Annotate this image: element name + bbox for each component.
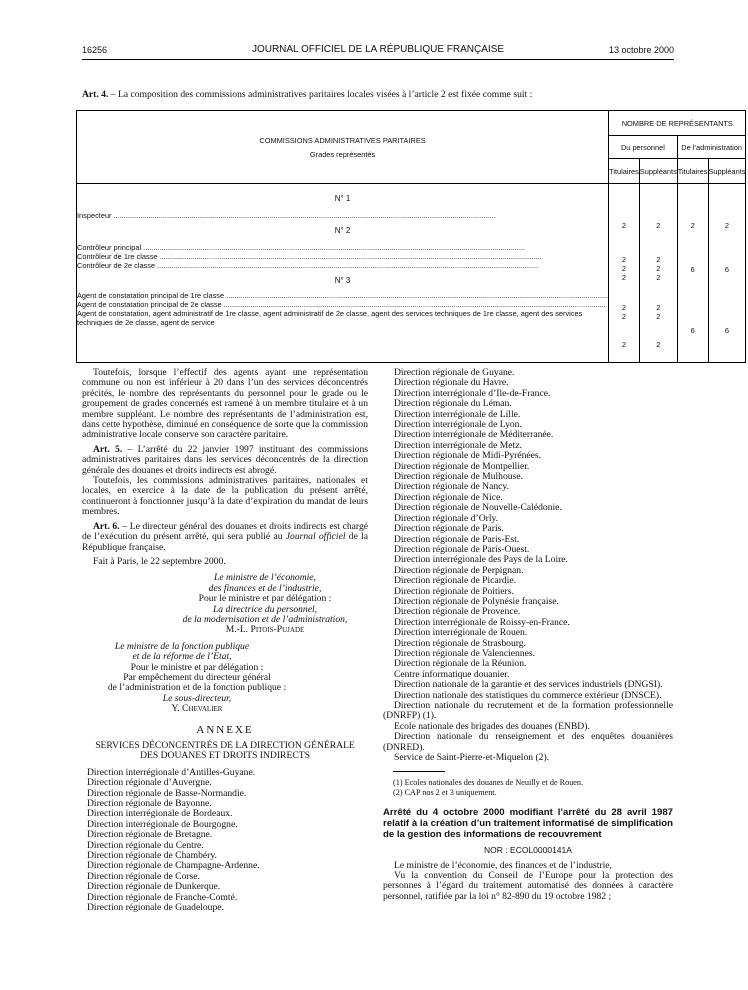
list-item: Direction régionale de Perpignan. bbox=[394, 564, 524, 576]
suppleants-header: Suppléants bbox=[639, 159, 677, 184]
list-item: Direction régionale de Provence. bbox=[394, 606, 521, 618]
footnote: (1) Ecoles nationales des douanes de Neuilly et de Rouen. bbox=[393, 778, 584, 788]
list-item: Service de Saint-Pierre-et-Miquelon (2). bbox=[394, 752, 550, 764]
list-item: Direction régionale de Basse-Normandie. bbox=[87, 787, 247, 799]
list-item: Direction interrégionale de Roissy-en-France. bbox=[394, 616, 570, 628]
grades-cell bbox=[77, 184, 609, 363]
paragraph: Toutefois, lorsque l’effectif des agents ayant une représentation commune ou non est inférieur à 20 dans l’un des services déconcentrés précités, le nombre des représentants du personnel pour le grade ou le groupement de grades concernés est ramené à un membre titulaire et à un membre suppléant. Le nombre des représentants de l’administration est, dans cette hypothèse, diminué en conséquence de sorte que la commission administrative locale conserve son caractère paritaire. bbox=[82, 367, 368, 441]
list-item: Direction nationale des statistiques du commerce extérieur (DNSCE). bbox=[394, 689, 662, 701]
signature-line: et de la réforme de l’Etat, bbox=[132, 651, 232, 663]
value-cell: 2 bbox=[621, 264, 626, 273]
list-item: Direction régionale de Midi-Pyrénées. bbox=[394, 450, 542, 462]
group-label: N° 1 bbox=[334, 194, 351, 203]
value-cell: 6 bbox=[690, 265, 695, 274]
article-6-text-end: de la République française. bbox=[82, 531, 369, 553]
list-item: Direction interrégionale de Méditerranée. bbox=[394, 429, 554, 441]
signatory-name: Y. Chevalier bbox=[171, 703, 223, 715]
list-item: Direction interrégionale de Bordeaux. bbox=[87, 808, 233, 820]
list-item: Direction régionale de Poitiers. bbox=[394, 585, 514, 597]
paragraph: Vu la convention du Conseil de l’Europe pour la protection des personnes à l’égard du traitement automatisé des données à caractère personnel, ratifiée par la loi n° 82-890 du 19 octobre 1982 ; bbox=[383, 870, 673, 902]
value-cell: 6 bbox=[724, 265, 730, 274]
right-column bbox=[383, 368, 673, 902]
admin-suppleants-col bbox=[708, 184, 746, 363]
titulaires-admin-header: Titulaires bbox=[677, 159, 708, 184]
list-item: Direction régionale de Valenciennes. bbox=[394, 647, 536, 659]
cap-composition-table bbox=[76, 110, 746, 363]
value-cell: 2 bbox=[690, 221, 695, 230]
admin-titulaires-col bbox=[677, 184, 708, 363]
issue-date: 13 octobre 2000 bbox=[608, 45, 674, 55]
value-cell: 2 bbox=[656, 340, 661, 349]
list-item: Centre informatique douanier. bbox=[394, 668, 510, 680]
article-5 bbox=[82, 445, 368, 476]
signature-line: Pour le ministre et par délégation : bbox=[198, 593, 332, 605]
signature-date: Fait à Paris, le 22 septembre 2000. bbox=[93, 555, 226, 567]
list-item: Direction régionale de Chambéry. bbox=[87, 850, 217, 862]
list-item: Direction interrégionale de Bourgogne. bbox=[87, 818, 238, 830]
list-item: Direction régionale de Polynésie française. bbox=[394, 595, 559, 607]
personnel-titulaires-col bbox=[609, 184, 640, 363]
page-header bbox=[82, 43, 674, 60]
group-label: N° 3 bbox=[334, 276, 351, 285]
value-cell: 2 bbox=[724, 221, 730, 230]
signature-block-2 bbox=[82, 642, 282, 663]
list-item: Direction interrégionale de Lille. bbox=[394, 408, 521, 420]
grade-row: Agent de constatation principal de 2e classe ..... bbox=[77, 300, 608, 309]
value-cell: 2 bbox=[656, 273, 661, 282]
journal-title: JOURNAL OFFICIEL DE LA RÉPUBLIQUE FRANÇAISE bbox=[251, 44, 505, 55]
signature-block-1 bbox=[162, 573, 368, 635]
left-column bbox=[82, 368, 368, 914]
signature-line: La directrice du personnel, bbox=[212, 603, 318, 615]
table-col1-header bbox=[77, 111, 609, 184]
titulaires-header: Titulaires bbox=[609, 159, 640, 184]
value-cell: 2 bbox=[621, 312, 626, 321]
list-item: Ecole nationale des brigades des douanes (ENBD). bbox=[394, 720, 590, 732]
article-5-label: Art. 5. bbox=[93, 443, 123, 455]
signature-block-3 bbox=[82, 663, 312, 715]
article-4-label: Art. 4. bbox=[82, 89, 109, 100]
col1-header-text: COMMISSIONS ADMINISTRATIVES PARITAIRES bbox=[259, 135, 426, 145]
journal-officiel-italic: Journal officiel bbox=[285, 531, 346, 543]
suppleants-admin-header: Suppléants bbox=[708, 159, 746, 184]
list-item: Direction régionale de Bretagne. bbox=[87, 829, 213, 841]
article-6-label: Art. 6. bbox=[93, 520, 120, 532]
list-item: Direction régionale du Centre. bbox=[87, 839, 204, 851]
list-item: Direction régionale du Havre. bbox=[394, 377, 509, 389]
article-5-text: – L’arrêté du 22 janvier 1997 instituant des commissions administratives paritaires dans les services déconcentrés de la direction générale des douanes et droits indirects est abrogé. bbox=[82, 443, 369, 476]
list-item: Direction régionale de Paris-Est. bbox=[394, 533, 520, 545]
signature-line: Pour le ministre et par délégation : bbox=[130, 661, 264, 673]
list-item: Direction interrégionale des Pays de la Loire. bbox=[394, 554, 568, 566]
list-item: Direction régionale de Paris. bbox=[394, 523, 504, 535]
article-4 bbox=[82, 90, 682, 100]
list-item: Direction régionale de Franche-Comté. bbox=[87, 891, 238, 903]
signature-line: de l’administration et de la fonction publique : bbox=[107, 682, 287, 694]
page-number: 16256 bbox=[82, 45, 108, 55]
signature-line: Le ministre de la fonction publique bbox=[114, 640, 250, 652]
list-item: Direction régionale de Bayonne. bbox=[87, 798, 212, 810]
paragraph: Toutefois, les commissions administratives paritaires, nationales et locales, en exercice à la date de la publication du présent arrêté, continueront à fonctionner jusqu’à la date d’expiration du mandat de leurs membres. bbox=[82, 475, 368, 518]
value-cell: 2 bbox=[621, 255, 626, 264]
list-item: Direction régionale de la Réunion. bbox=[394, 658, 527, 670]
list-item: Direction régionale de Montpellier. bbox=[394, 460, 530, 472]
grade-row: Contrôleur de 2e classe ..... bbox=[77, 261, 608, 270]
group-header: NOMBRE DE REPRÉSENTANTS bbox=[609, 111, 746, 136]
annexe-subtitle: SERVICES DÉCONCENTRÉS DE LA DIRECTION GÉNÉRALE bbox=[95, 740, 355, 751]
signatory-name: M.-L. Pitois-Pujade bbox=[225, 624, 305, 636]
footnote-divider bbox=[393, 771, 445, 772]
list-item: Direction régionale de Mulhouse. bbox=[394, 471, 523, 483]
value-cell: 6 bbox=[690, 326, 695, 335]
list-item: Direction régionale de Picardie. bbox=[394, 575, 517, 587]
article-4-text: – La composition des commissions administratives paritaires locales visées à l’article 2 est fixée comme suit : bbox=[108, 89, 533, 100]
personnel-header: Du personnel bbox=[609, 136, 678, 159]
list-item: Direction régionale de Nouvelle-Calédonie. bbox=[394, 502, 562, 514]
value-cell: 2 bbox=[656, 303, 661, 312]
list-item: Direction régionale de Strasbourg. bbox=[394, 637, 526, 649]
personnel-suppleants-col bbox=[639, 184, 677, 363]
value-cell: 2 bbox=[621, 303, 626, 312]
list-item: Direction régionale de Nancy. bbox=[394, 481, 509, 493]
list-item: Direction régionale de Guyane. bbox=[394, 367, 515, 378]
signature-line: Le sous-directeur, bbox=[162, 692, 232, 704]
signature-line: des finances et de l’industrie, bbox=[208, 582, 322, 594]
annexe-heading: ANNEXE bbox=[196, 723, 254, 736]
list-item: Direction interrégionale de Lyon. bbox=[394, 419, 522, 431]
list-item: Direction régionale d’Orly. bbox=[394, 512, 499, 524]
list-item: Direction interrégionale de Metz. bbox=[394, 439, 522, 451]
footnote: (2) CAP nos 2 et 3 uniquement. bbox=[393, 788, 497, 798]
services-list-right bbox=[383, 368, 673, 763]
value-cell: 2 bbox=[656, 255, 661, 264]
list-item: Direction régionale d’Auvergne. bbox=[87, 777, 212, 789]
value-cell: 2 bbox=[621, 340, 626, 349]
list-item: Direction interrégionale d’Ile-de-France. bbox=[394, 387, 551, 399]
grade-row: Agent de constatation, agent administratif de 1re classe, agent administratif de 2e classe, agent des services techniques de 1re classe, agent des services techniques de 2e classe, agent de service bbox=[77, 309, 583, 327]
list-item: Direction régionale de Champagne-Ardenne. bbox=[87, 860, 260, 872]
value-cell: 6 bbox=[724, 326, 730, 335]
signature-line: Par empêchement du directeur général bbox=[123, 671, 271, 683]
list-item: Direction nationale de la garantie et des services industriels (DNGSI). bbox=[394, 679, 663, 691]
value-cell: 2 bbox=[621, 273, 626, 282]
article-6-text: – Le directeur général des douanes et droits indirects est chargé de l’exécution du présent arrêté, qui sera publié au bbox=[82, 520, 369, 543]
grade-row: Inspecteur ..... bbox=[77, 211, 608, 220]
list-item: Direction régionale de Guadeloupe. bbox=[87, 902, 224, 914]
article-6 bbox=[82, 522, 368, 553]
grade-row: Contrôleur de 1re classe ..... bbox=[77, 252, 608, 261]
list-item: Direction régionale de Nice. bbox=[394, 491, 503, 503]
paragraph: Le ministre de l’économie, des finances et de l’industrie, bbox=[394, 859, 612, 871]
annexe-subtitle: DES DOUANES ET DROITS INDIRECTS bbox=[140, 750, 310, 762]
col1-subheader-text: Grades représentés bbox=[309, 149, 376, 159]
list-item: Direction régionale de Corse. bbox=[87, 870, 200, 882]
value-cell: 2 bbox=[621, 221, 626, 230]
value-cell: 2 bbox=[656, 221, 661, 230]
admin-header: De l’administration bbox=[677, 136, 746, 159]
services-list-left bbox=[82, 768, 368, 914]
list-item: Direction régionale de Paris-Ouest. bbox=[394, 543, 530, 555]
list-item: Direction régionale du Léman. bbox=[394, 398, 512, 410]
list-item: Direction interrégionale d’Antilles-Guyane. bbox=[87, 766, 256, 778]
grade-row: Contrôleur principal ..... bbox=[77, 243, 608, 252]
signature-line: Le ministre de l’économie, bbox=[214, 572, 316, 584]
list-item: Direction nationale du recrutement et de la formation professionnelle (DNRFP) (1). bbox=[383, 700, 673, 722]
list-item: Direction régionale de Dunkerque. bbox=[87, 881, 221, 893]
signature-line: de la modernisation et de l’administration, bbox=[182, 613, 348, 625]
value-cell: 2 bbox=[656, 264, 661, 273]
grade-row: Agent de constatation principal de 1re classe ..... bbox=[77, 291, 608, 300]
list-item: Direction interrégionale de Rouen. bbox=[394, 627, 528, 639]
group-label: N° 2 bbox=[334, 226, 351, 235]
nor-reference: NOR : ECOL0000141A bbox=[484, 845, 572, 856]
arrete-title: Arrêté du 4 octobre 2000 modifiant l’arrêté du 28 avril 1987 relatif à la création d’un traitement informatisé de simplification de la gestion des informations de recouvrement bbox=[383, 807, 673, 840]
value-cell: 2 bbox=[656, 312, 661, 321]
list-item: Direction nationale du renseignement et des enquêtes douanières (DNRED). bbox=[383, 731, 673, 753]
